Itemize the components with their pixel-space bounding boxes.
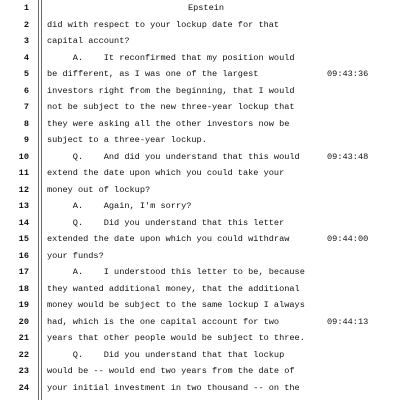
line-number: 12	[18, 184, 29, 195]
line-number: 11	[18, 168, 29, 178]
line-text: they were asking all the other investors now be	[47, 118, 290, 129]
transcript-line	[0, 198, 400, 214]
transcript-line	[0, 248, 400, 264]
line-text: extend the date upon which you could take your	[47, 168, 285, 178]
line-text: subject to a three-year lockup.	[47, 135, 207, 145]
transcript-line	[0, 264, 400, 280]
line-number: 24	[18, 382, 29, 393]
transcript-line	[0, 149, 400, 165]
line-text: money would be subject to the same lockup I always	[47, 300, 305, 310]
line-number: 2	[23, 19, 29, 30]
line-number: 7	[23, 102, 29, 112]
line-text: A. Again, I'm sorry?	[47, 201, 192, 211]
transcript-line	[0, 116, 400, 132]
line-text: had, which is the one capital account for two	[47, 316, 280, 327]
line-number: 6	[23, 85, 29, 96]
transcript-line	[0, 50, 400, 66]
line-number: 19	[18, 300, 29, 310]
transcript-line	[0, 231, 400, 247]
line-text: did with respect to your lockup date for that	[47, 19, 280, 30]
line-text: Q. Did you understand that that lockup	[47, 349, 285, 360]
timestamp: 09:44:00	[327, 234, 369, 244]
transcript-line	[0, 297, 400, 313]
line-number: 4	[23, 52, 29, 63]
line-number: 5	[23, 69, 29, 79]
transcript-line	[0, 0, 400, 16]
transcript-line	[0, 165, 400, 181]
line-number: 14	[18, 217, 29, 228]
line-number: 21	[18, 333, 29, 343]
line-number: 10	[18, 151, 29, 162]
line-text: Q. Did you understand that this letter	[47, 217, 285, 228]
line-text: your initial investment in two thousand -- on the	[47, 382, 300, 393]
transcript-line	[0, 99, 400, 115]
line-text: your funds?	[47, 250, 104, 261]
line-text: would be -- would end two years from the date of	[47, 366, 295, 376]
line-number: 1	[23, 3, 29, 13]
line-number: 13	[18, 201, 29, 211]
transcript-line	[0, 182, 400, 198]
line-number: 22	[18, 349, 29, 360]
line-text: investors right from the beginning, that I would	[47, 85, 295, 96]
transcript-line	[0, 347, 400, 363]
line-text: A. I understood this letter to be, because	[47, 267, 305, 277]
line-text: money out of lockup?	[47, 184, 151, 195]
line-number: 9	[23, 135, 29, 145]
transcript-line	[0, 132, 400, 148]
line-number: 18	[18, 283, 29, 294]
transcript-line	[0, 281, 400, 297]
transcript-line	[0, 83, 400, 99]
line-text: Q. And did you understand that this would	[47, 151, 300, 162]
line-text: capital account?	[47, 36, 130, 46]
line-number: 17	[18, 267, 29, 277]
line-text: they wanted additional money, that the additional	[47, 283, 300, 294]
line-text: years that other people would be subject to three.	[47, 333, 305, 343]
transcript-line	[0, 314, 400, 330]
line-number: 16	[18, 250, 29, 261]
transcript-line	[0, 215, 400, 231]
transcript-line	[0, 33, 400, 49]
timestamp: 09:44:13	[327, 316, 369, 327]
timestamp: 09:43:48	[327, 151, 369, 162]
line-text: A. It reconfirmed that my position would	[47, 52, 295, 63]
line-number: 8	[23, 118, 29, 129]
line-number: 23	[18, 366, 29, 376]
timestamp: 09:43:36	[327, 69, 369, 79]
line-number: 15	[18, 234, 29, 244]
transcript-line	[0, 66, 400, 82]
line-text: be different, as I was one of the largest	[47, 69, 259, 79]
transcript-line	[0, 380, 400, 396]
line-text: not be subject to the new three-year lockup that	[47, 102, 295, 112]
page-header-name: Epstein	[187, 3, 225, 13]
transcript-line	[0, 17, 400, 33]
line-number: 20	[18, 316, 29, 327]
line-number: 3	[23, 36, 29, 46]
transcript-line	[0, 363, 400, 379]
line-text: extended the date upon which you could withdraw	[47, 234, 290, 244]
transcript-line	[0, 330, 400, 346]
